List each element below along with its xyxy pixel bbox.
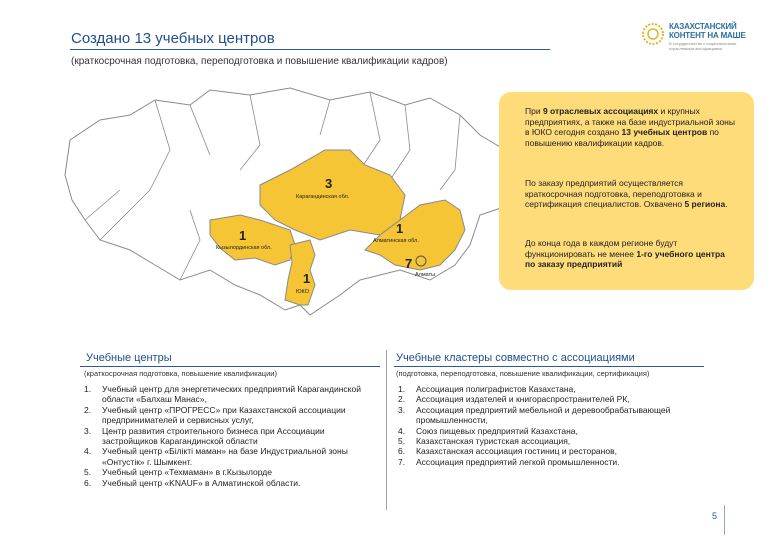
label-yko: ЮКО <box>296 289 309 295</box>
list-item: 3. Ассоциация предприятий мебельной и деревообрабатывающей промышленности, <box>398 404 671 426</box>
page-number: 5 <box>712 511 718 521</box>
left-section-subheading: (краткосрочная подготовка, повышение квалификации) <box>84 369 277 378</box>
list-item: 4. Учебный центр «Білікті маман» на базе Индустриальной зоны «Онтустік» г. Шымкент. <box>84 446 348 467</box>
logo-line-1: КАЗАХСТАНСКИЙ <box>669 22 737 31</box>
list-item: 1. Учебный центр для энергетических предприятий Карагандинской области «Балхаш Манас», <box>84 384 361 405</box>
left-section-divider <box>80 366 380 367</box>
page-number-divider <box>724 505 725 535</box>
list-item: 2. Учебный центр «ПРОГРЕСС» при Казахстанской ассоциации предпринимателей и сервисных услуг, <box>84 404 346 426</box>
note-paragraph-2: По заказу предприятий осуществляется краткосрочная подготовка, переподготовка и сертификация специалистов. Охвачено 5 региона. <box>525 178 728 209</box>
info-callout <box>499 92 754 290</box>
list-item: 5. Учебный центр «Техмаман» в г.Кызылорде <box>84 467 272 478</box>
list-item: 5. Казахстанская туристская ассоциация, <box>398 436 571 447</box>
logo <box>641 20 761 60</box>
logo-emblem-icon <box>641 22 665 46</box>
page-title: Создано 13 учебных центров <box>71 30 275 47</box>
note-paragraph-3: До конца года в каждом регионе будут функционировать не менее 1-го учебного центра по заказу предприятий <box>525 238 725 269</box>
label-kyzylorda: Кызылординская обл. <box>216 245 272 251</box>
list-item: 6. Учебный центр «KNAUF» в Алматинской области. <box>84 477 301 488</box>
list-item: 1. Ассоциация полиграфистов Казахстана, <box>398 384 576 394</box>
logo-tagline: В сотрудничестве с национальными отраслевыми ассоциациями <box>669 41 737 51</box>
left-section-heading: Учебные центры <box>86 352 172 364</box>
clusters-list <box>398 384 698 467</box>
count-almaty-city: 7 <box>405 256 413 271</box>
list-item: 7. Ассоциация предприятий легкой промышленности. <box>398 456 620 467</box>
title-divider <box>70 49 550 50</box>
right-section-divider <box>394 366 704 367</box>
training-centers-list <box>84 384 364 488</box>
count-yko: 1 <box>303 271 311 286</box>
list-item: 3. Центр развития строительного бизнеса при Ассоциации застройщиков Карагандинской области <box>84 425 325 447</box>
count-karaganda: 3 <box>325 176 333 191</box>
label-karaganda: Карагандинская обл. <box>296 194 350 200</box>
note-paragraph-1: При 9 отраслевых ассоциациях и крупных предприятиях, а также на базе индустриальной зоны в ЮКО сегодня создано 13 учебных центров по повышению квалификации кадров. <box>525 106 735 148</box>
kazakhstan-map <box>60 80 530 340</box>
count-almaty-oblast: 1 <box>396 221 404 236</box>
list-item: 4. Союз пищевых предприятий Казахстана, <box>398 425 578 436</box>
logo-name <box>669 22 746 40</box>
page-subtitle: (краткосрочная подготовка, переподготовка и повышение квалификации кадров) <box>71 56 448 67</box>
column-divider <box>386 350 387 510</box>
count-kyzylorda: 1 <box>239 228 247 243</box>
label-almaty-oblast: Алматинская обл. <box>373 238 419 244</box>
list-item: 2. Ассоциация издателей и книгораспространителей РК, <box>398 394 630 405</box>
list-item: 6. Казахстанская ассоциация гостиниц и ресторанов, <box>398 446 617 457</box>
right-section-heading: Учебные кластеры совместно с ассоциациями <box>396 352 635 364</box>
right-section-subheading: (подготовка, переподготовка, повышение квалификации, сертификация) <box>396 369 650 378</box>
logo-line-2: КОНТЕНТ НА МАШЕ <box>669 31 746 40</box>
label-almaty-city: Алматы <box>415 272 436 278</box>
